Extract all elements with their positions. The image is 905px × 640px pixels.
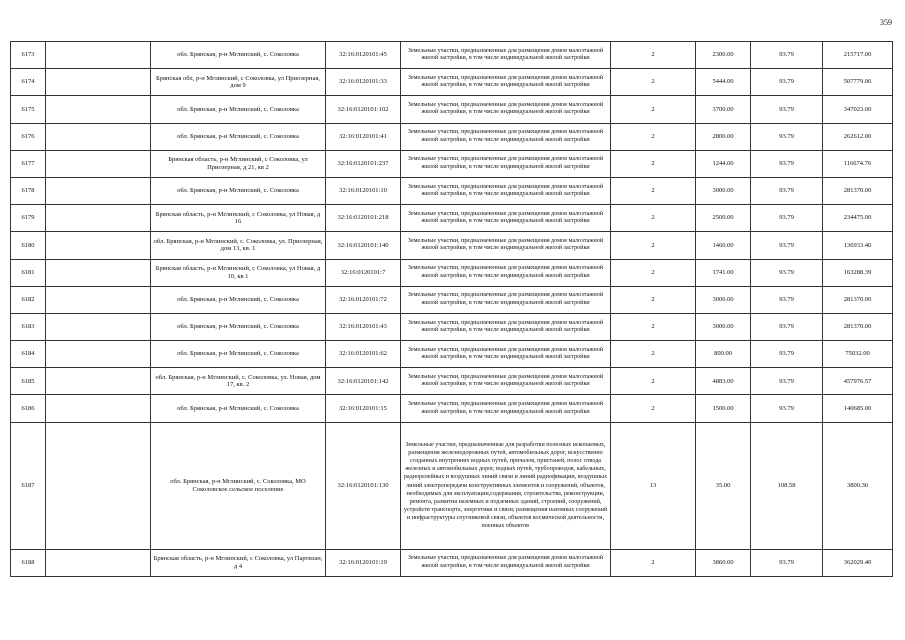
empty-cell [46, 422, 151, 549]
area-cell: 2500.00 [696, 205, 751, 232]
table-row [11, 313, 893, 340]
table-row [11, 96, 893, 123]
rate-cell: 108.58 [751, 422, 823, 549]
cadastral-value-cell: 140685.00 [823, 395, 893, 422]
table-row [11, 286, 893, 313]
rate-cell: 93.79 [751, 123, 823, 150]
rate-cell: 93.79 [751, 96, 823, 123]
row-number: 6181 [11, 259, 46, 286]
table-row [11, 549, 893, 576]
cadastral-value-cell: 234475.00 [823, 205, 893, 232]
area-cell: 3000.00 [696, 177, 751, 204]
empty-cell [46, 313, 151, 340]
use-code-cell: 2 [611, 123, 696, 150]
cadastral-number-cell: 32:16:0120101:62 [326, 341, 401, 368]
row-number: 6182 [11, 286, 46, 313]
use-code-cell: 2 [611, 69, 696, 96]
empty-cell [46, 286, 151, 313]
table-row [11, 422, 893, 549]
area-cell: 1244.00 [696, 150, 751, 177]
row-number: 6188 [11, 549, 46, 576]
land-use-cell: Земельные участки, предназначенные для размещения домов малоэтажной жилой застройки, в том числе индивидуальной жилой застройки [401, 96, 611, 123]
address-cell: Брянская область, р-н Мглинский, с Соколовка, ул Новая, д 10, кв 1 [151, 259, 326, 286]
row-number: 6174 [11, 69, 46, 96]
row-number: 6187 [11, 422, 46, 549]
table-row [11, 341, 893, 368]
rate-cell: 93.79 [751, 177, 823, 204]
row-number: 6177 [11, 150, 46, 177]
cadastral-value-cell: 215717.00 [823, 42, 893, 69]
table-row [11, 232, 893, 259]
cadastral-number-cell: 32:16:0120101:72 [326, 286, 401, 313]
row-number: 6185 [11, 368, 46, 395]
cadastral-number-cell: 32:16:0120101:19 [326, 549, 401, 576]
rate-cell: 93.79 [751, 286, 823, 313]
land-use-cell: Земельные участки, предназначенные для размещения домов малоэтажной жилой застройки, в том числе индивидуальной жилой застройки [401, 232, 611, 259]
area-cell: 2800.00 [696, 123, 751, 150]
use-code-cell: 2 [611, 42, 696, 69]
empty-cell [46, 368, 151, 395]
cadastral-value-cell: 3800.30 [823, 422, 893, 549]
table-row [11, 69, 893, 96]
area-cell: 3000.00 [696, 313, 751, 340]
cadastral-number-cell: 32:16:0120101:7 [326, 259, 401, 286]
use-code-cell: 2 [611, 313, 696, 340]
use-code-cell: 2 [611, 549, 696, 576]
cadastral-number-cell: 32:16:0120101:45 [326, 42, 401, 69]
cadastral-number-cell: 32:16:0120101:15 [326, 395, 401, 422]
row-number: 6179 [11, 205, 46, 232]
table-row [11, 395, 893, 422]
table-row [11, 123, 893, 150]
cadastral-number-cell: 32:16:0120101:140 [326, 232, 401, 259]
rate-cell: 93.79 [751, 42, 823, 69]
address-cell: обл. Брянская, р-н Мглинский, с. Соколовка [151, 286, 326, 313]
rate-cell: 93.79 [751, 205, 823, 232]
empty-cell [46, 341, 151, 368]
land-use-cell: Земельные участки, предназначенные для размещения домов малоэтажной жилой застройки, в том числе индивидуальной жилой застройки [401, 286, 611, 313]
cadastral-value-cell: 347023.00 [823, 96, 893, 123]
empty-cell [46, 205, 151, 232]
address-cell: обл. Брянская, р-н Мглинский, с. Соколовка, ул. Приозерная, дом 13, кв. 1 [151, 232, 326, 259]
land-use-cell: Земельные участки, предназначенные для размещения домов малоэтажной жилой застройки, в том числе индивидуальной жилой застройки [401, 123, 611, 150]
cadastral-value-cell: 136933.40 [823, 232, 893, 259]
row-number: 6186 [11, 395, 46, 422]
land-use-cell: Земельные участки, предназначенные для размещения домов малоэтажной жилой застройки, в том числе индивидуальной жилой застройки [401, 549, 611, 576]
use-code-cell: 2 [611, 286, 696, 313]
empty-cell [46, 123, 151, 150]
area-cell: 3700.00 [696, 96, 751, 123]
address-cell: Брянская область, р-н Мглинский, с Соколовка, ул Новая, д 16 [151, 205, 326, 232]
cadastral-value-cell: 457976.57 [823, 368, 893, 395]
table-row [11, 42, 893, 69]
use-code-cell: 13 [611, 422, 696, 549]
cadastral-value-cell: 507779.06 [823, 69, 893, 96]
table-row [11, 177, 893, 204]
row-number: 6175 [11, 96, 46, 123]
area-cell: 2300.00 [696, 42, 751, 69]
address-cell: Брянская обл, р-н Мглинский, с Соколовка, ул Приозерная, дом 9 [151, 69, 326, 96]
area-cell: 800.00 [696, 341, 751, 368]
use-code-cell: 2 [611, 205, 696, 232]
use-code-cell: 2 [611, 150, 696, 177]
area-cell: 35.00 [696, 422, 751, 549]
empty-cell [46, 42, 151, 69]
cadastral-value-cell: 75032.00 [823, 341, 893, 368]
area-cell: 4883.00 [696, 368, 751, 395]
address-cell: обл. Брянская, р-н Мглинский, с. Соколовка [151, 96, 326, 123]
address-cell: обл. Брянская, р-н Мглинский, с. Соколовка [151, 177, 326, 204]
area-cell: 5444.00 [696, 69, 751, 96]
row-number: 6180 [11, 232, 46, 259]
rate-cell: 93.79 [751, 150, 823, 177]
table-body [11, 42, 893, 577]
land-use-cell: Земельные участки, предназначенные для размещения домов малоэтажной жилой застройки, в том числе индивидуальной жилой застройки [401, 341, 611, 368]
table-row [11, 205, 893, 232]
empty-cell [46, 69, 151, 96]
area-cell: 1741.00 [696, 259, 751, 286]
area-cell: 1500.00 [696, 395, 751, 422]
address-cell: обл. Брянская, р-н Мглинский, с. Соколовка [151, 341, 326, 368]
row-number: 6173 [11, 42, 46, 69]
table-row [11, 150, 893, 177]
land-use-cell: Земельные участки, предназначенные для размещения домов малоэтажной жилой застройки, в том числе индивидуальной жилой застройки [401, 259, 611, 286]
rate-cell: 93.79 [751, 232, 823, 259]
area-cell: 1460.00 [696, 232, 751, 259]
cadastral-number-cell: 32:16:0120101:218 [326, 205, 401, 232]
use-code-cell: 2 [611, 259, 696, 286]
cadastral-number-cell: 32:16:0120101:43 [326, 313, 401, 340]
table-row [11, 368, 893, 395]
use-code-cell: 2 [611, 232, 696, 259]
address-cell: обл. Брянская, р-н Мглинский, с. Соколовка [151, 313, 326, 340]
cadastral-value-cell: 281370.00 [823, 177, 893, 204]
address-cell: обл. Брянская, р-н Мглинский, с. Соколовка, МО Соколовское сельское поселение [151, 422, 326, 549]
land-use-cell: Земельные участки, предназначенные для размещения домов малоэтажной жилой застройки, в том числе индивидуальной жилой застройки [401, 395, 611, 422]
table-row [11, 259, 893, 286]
land-use-cell: Земельные участки, предназначенные для размещения домов малоэтажной жилой застройки, в том числе индивидуальной жилой застройки [401, 177, 611, 204]
address-cell: обл. Брянская, р-н Мглинский, с. Соколовка [151, 395, 326, 422]
cadastral-number-cell: 32:16:0120101:102 [326, 96, 401, 123]
address-cell: обл. Брянская, р-н Мглинский, с. Соколовка [151, 42, 326, 69]
area-cell: 3860.00 [696, 549, 751, 576]
land-use-cell: Земельные участки, предназначенные для разработки полезных ископаемых, размещения железнодорожных путей, автомобильных дорог, искусственно созданных внутренних водных путей, причалов, пристаней, полос отвода железных и автомобильных дорог, водных путей, трубопроводов, кабельных, радиорелейных и воздушных линий связи и линий радиофикации, воздушных линий электропередачи конструктивных элементов и сооружений, объектов, необходимых для эксплуатации,содержания, строительства, реконструкции, ремонта, развития наземных и подземных зданий, строений, сооружений, устройств транспорта, энергетики и связи; размещения наземных сооружений и инфраструктуры спутниковой связи, объектов космической деятельности, военных объектов [401, 422, 611, 549]
use-code-cell: 2 [611, 341, 696, 368]
rate-cell: 93.79 [751, 549, 823, 576]
land-registry-table [10, 41, 893, 577]
land-use-cell: Земельные участки, предназначенные для размещения домов малоэтажной жилой застройки, в том числе индивидуальной жилой застройки [401, 313, 611, 340]
land-use-cell: Земельные участки, предназначенные для размещения домов малоэтажной жилой застройки, в том числе индивидуальной жилой застройки [401, 368, 611, 395]
use-code-cell: 2 [611, 368, 696, 395]
empty-cell [46, 259, 151, 286]
rate-cell: 93.79 [751, 395, 823, 422]
land-use-cell: Земельные участки, предназначенные для размещения домов малоэтажной жилой застройки, в том числе индивидуальной жилой застройки [401, 205, 611, 232]
land-use-cell: Земельные участки, предназначенные для размещения домов малоэтажной жилой застройки, в том числе индивидуальной жилой застройки [401, 69, 611, 96]
rate-cell: 93.79 [751, 69, 823, 96]
row-number: 6184 [11, 341, 46, 368]
cadastral-number-cell: 32:16:0120101:33 [326, 69, 401, 96]
address-cell: Брянская область, р-н Мглинский, с Соколовка, ул Приозерная, д 21, кв 2 [151, 150, 326, 177]
empty-cell [46, 96, 151, 123]
cadastral-value-cell: 262612.00 [823, 123, 893, 150]
empty-cell [46, 232, 151, 259]
rate-cell: 93.79 [751, 313, 823, 340]
page-number: 359 [880, 18, 892, 27]
cadastral-number-cell: 32:16:0120101:41 [326, 123, 401, 150]
cadastral-number-cell: 32:16:0120101:237 [326, 150, 401, 177]
address-cell: Брянская область, р-н Мглинский, с Соколовка, ул Партизан, д 4 [151, 549, 326, 576]
row-number: 6178 [11, 177, 46, 204]
rate-cell: 93.79 [751, 368, 823, 395]
cadastral-number-cell: 32:16:0120101:130 [326, 422, 401, 549]
empty-cell [46, 177, 151, 204]
use-code-cell: 2 [611, 177, 696, 204]
cadastral-value-cell: 362029.40 [823, 549, 893, 576]
area-cell: 3000.00 [696, 286, 751, 313]
address-cell: обл. Брянская, р-н Мглинский, с. Соколовка, ул. Новая, дом 17, кв. 2 [151, 368, 326, 395]
address-cell: обл. Брянская, р-н Мглинский, с. Соколовка [151, 123, 326, 150]
row-number: 6183 [11, 313, 46, 340]
land-use-cell: Земельные участки, предназначенные для размещения домов малоэтажной жилой застройки, в том числе индивидуальной жилой застройки [401, 42, 611, 69]
rate-cell: 93.79 [751, 259, 823, 286]
cadastral-value-cell: 281370.00 [823, 286, 893, 313]
rate-cell: 93.79 [751, 341, 823, 368]
empty-cell [46, 150, 151, 177]
use-code-cell: 2 [611, 96, 696, 123]
cadastral-value-cell: 163288.39 [823, 259, 893, 286]
empty-cell [46, 549, 151, 576]
row-number: 6176 [11, 123, 46, 150]
cadastral-value-cell: 116674.76 [823, 150, 893, 177]
land-use-cell: Земельные участки, предназначенные для размещения домов малоэтажной жилой застройки, в том числе индивидуальной жилой застройки [401, 150, 611, 177]
cadastral-number-cell: 32:16:0120101:10 [326, 177, 401, 204]
use-code-cell: 2 [611, 395, 696, 422]
empty-cell [46, 395, 151, 422]
cadastral-number-cell: 32:16:0120101:142 [326, 368, 401, 395]
cadastral-value-cell: 281370.00 [823, 313, 893, 340]
